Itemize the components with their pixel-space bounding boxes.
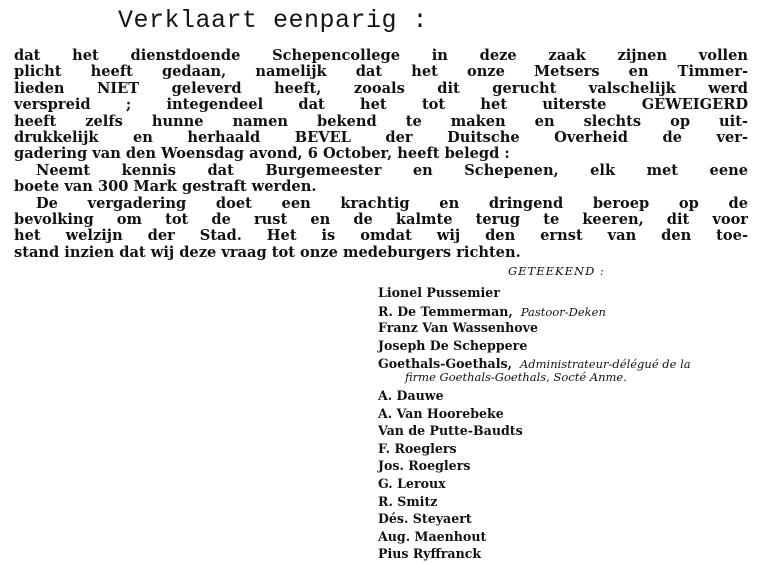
signed-label: GETEEKEND : xyxy=(508,264,605,278)
resolution-body xyxy=(14,48,748,261)
signatory: Dés. Steyaert xyxy=(378,511,472,527)
body-line: lieden NIET geleverd heeft, zooals dit gerucht valschelijk werd xyxy=(14,79,748,97)
body-line: dat het dienstdoende Schepencollege in deze zaak zijnen vollen xyxy=(14,47,748,64)
body-line: stand inzien dat wij deze vraag tot onze medeburgers richten. xyxy=(14,243,521,261)
signatory: A. Van Hoorebeke xyxy=(378,405,504,421)
body-line: drukkelijk en herhaald BEVEL der Duitsche Overheid de ver- xyxy=(14,128,748,146)
signatory: Aug. Maenhout xyxy=(378,528,487,544)
signatory: Joseph De Scheppere xyxy=(378,337,528,353)
signatory-name: Goethals-Goethals, xyxy=(378,356,512,372)
signatory xyxy=(378,302,756,320)
signatory: A. Dauwe xyxy=(378,387,444,403)
signatory: F. Roeglers xyxy=(378,440,457,456)
body-line: boete van 300 Mark gestraft werden. xyxy=(14,178,317,196)
signatory: R. Smitz xyxy=(378,493,438,509)
signatory: Jos. Roeglers xyxy=(378,458,471,474)
body-line: verspreid ; integendeel dat het tot het uiterste GEWEIGERD xyxy=(14,96,748,114)
signatory-role: Administrateur-délégué de la xyxy=(519,357,691,372)
signatory-role: Pastoor-Deken xyxy=(520,304,606,319)
body-line: bevolking om tot de rust en de kalmte terug te keeren, dit voor xyxy=(14,210,748,228)
signatory-role-continued: firme Goethals-Goethals, Socté Anme. xyxy=(405,369,627,384)
signatory-name: R. De Temmerman, xyxy=(378,303,513,319)
signatory: Pius Ryffranck xyxy=(378,546,482,562)
body-line: plicht heeft gedaan, namelijk dat het onze Metsers en Timmer- xyxy=(14,63,748,81)
body-line: Neemt kennis dat Burgemeester en Schepenen, elk met eene xyxy=(36,161,748,179)
body-line: De vergadering doet een krachtig en dringend beroep op de xyxy=(36,194,748,212)
body-line: heeft zelfs hunne namen bekend te maken en slechts op uit- xyxy=(14,112,748,130)
resolution-heading: Verklaart eenparig : xyxy=(118,6,429,35)
signatory: Franz Van Wassenhove xyxy=(378,320,538,336)
signatory: G. Leroux xyxy=(378,475,446,491)
body-line: het welzijn der Stad. Het is omdat wij den ernst van den toe- xyxy=(14,227,748,245)
body-line: gadering van den Woensdag avond, 6 October, heeft belegd : xyxy=(14,145,510,163)
signatory-list xyxy=(378,284,756,563)
signatory: Van de Putte-Baudts xyxy=(378,423,523,439)
signatory: Lionel Pussemier xyxy=(378,285,500,300)
